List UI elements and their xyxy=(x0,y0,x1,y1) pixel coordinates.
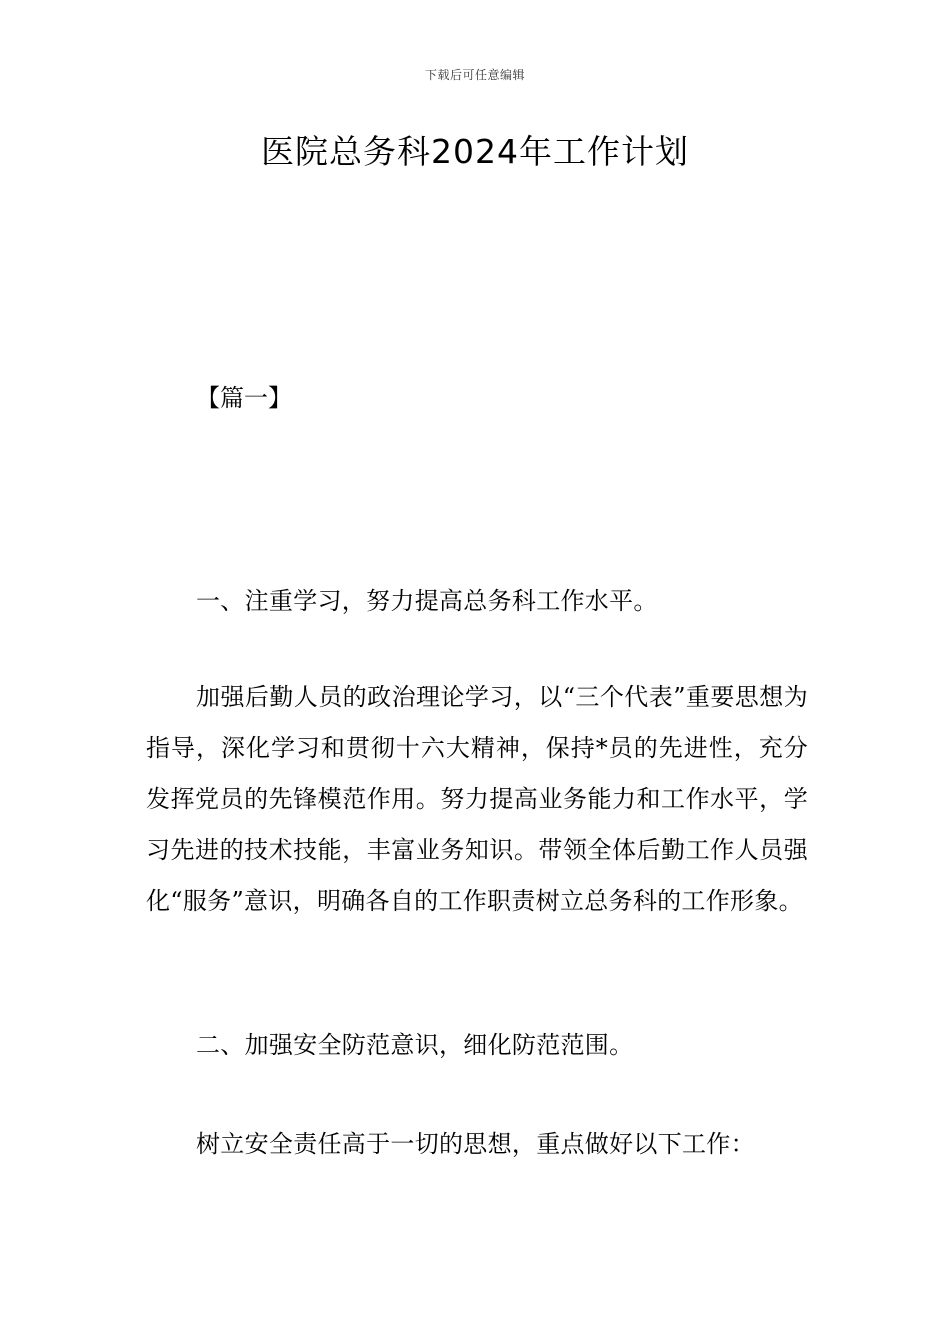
document-title: 医院总务科2024年工作计划 xyxy=(261,132,689,171)
section-marker: 【篇一】 xyxy=(196,384,292,412)
body-paragraph-1: 加强后勤人员的政治理论学习，以“三个代表”重要思想为指导，深化学习和贯彻十六大精神，保持*员的先进性，充分发挥党员的先锋模范作用。努力提高业务能力和工作水平，学习先进的技术技能，丰富业务知识。带领全体后勤工作人员强化“服务”意识，明确各自的工作职责树立总务科的工作形象。 xyxy=(146,683,808,915)
section-heading-2: 二、加强安全防范意识，细化防范范围。 xyxy=(196,1031,634,1059)
body-paragraph-2: 树立安全责任高于一切的思想，重点做好以下工作： xyxy=(196,1130,755,1158)
section-heading-1: 一、注重学习，努力提高总务科工作水平。 xyxy=(196,587,658,615)
header-note: 下载后可任意编辑 xyxy=(424,68,525,82)
